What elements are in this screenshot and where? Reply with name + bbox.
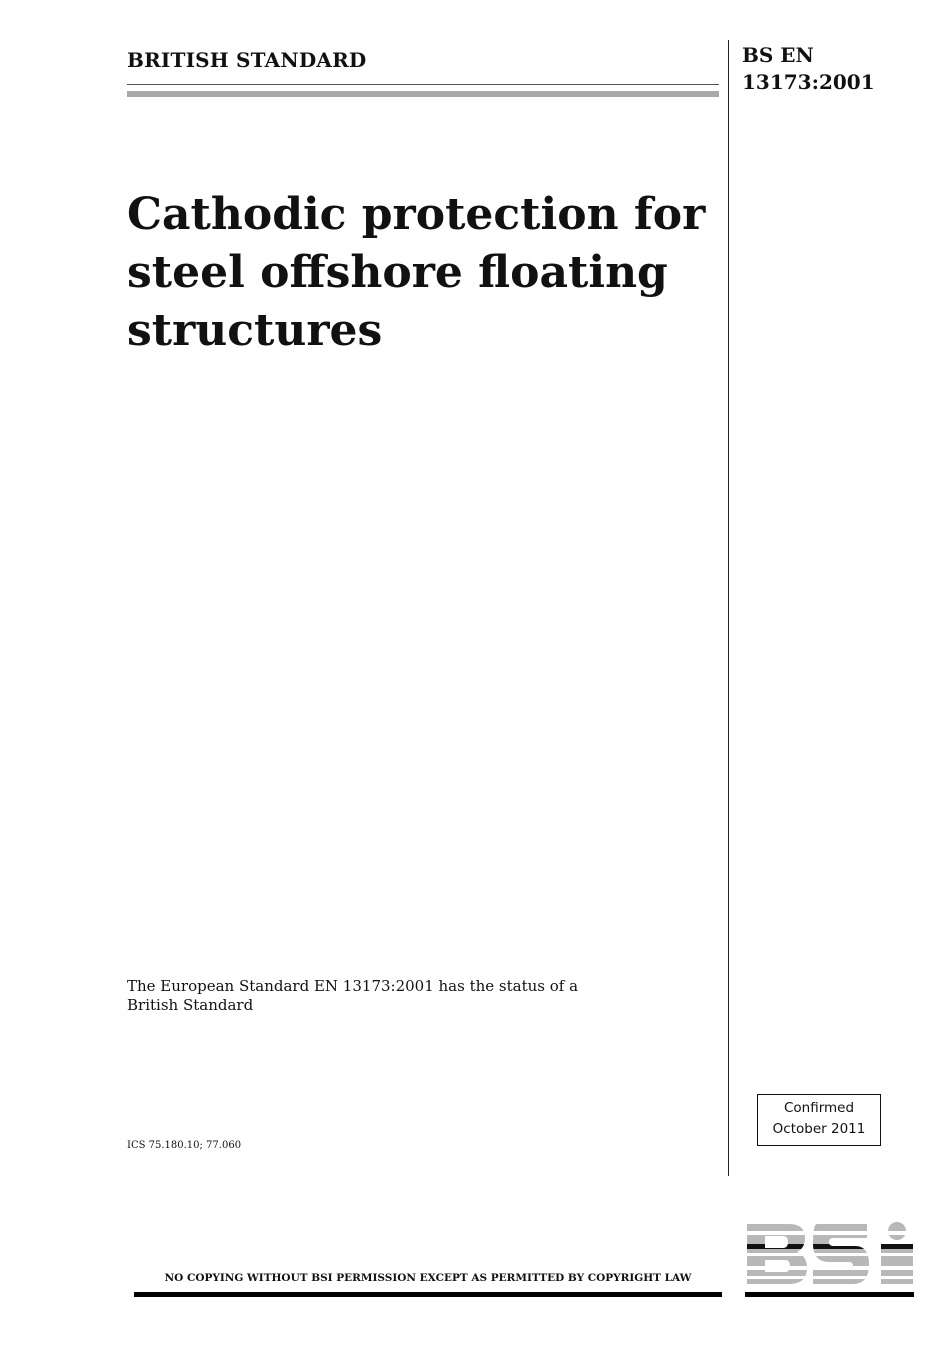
confirmed-stamp — [757, 1094, 881, 1146]
confirmed-label: Confirmed — [783, 1100, 855, 1116]
ics-classification: ICS 75.180.10; 77.060 — [127, 1140, 242, 1151]
footer-divider — [134, 1292, 722, 1297]
document-title-line: structures — [127, 305, 383, 356]
footer-divider-logo — [745, 1292, 914, 1297]
status-statement — [127, 977, 597, 1015]
document-title-line: Cathodic protection for — [127, 189, 706, 240]
standard-number-code: 13173:2001 — [742, 70, 875, 94]
document-title-line: steel offshore floating — [127, 247, 668, 298]
standard-number — [742, 42, 892, 96]
status-statement-line: British Standard — [127, 996, 254, 1014]
copyright-notice: NO COPYING WITHOUT BSI PERMISSION EXCEPT AS PERMITTED BY COPYRIGHT LAW — [164, 1272, 692, 1284]
header-divider-thick — [127, 91, 719, 97]
column-divider — [728, 40, 729, 1176]
document-title — [127, 186, 727, 360]
standard-number-prefix: BS EN — [742, 43, 814, 67]
header-divider-thin — [127, 84, 719, 85]
bsi-logo — [745, 1222, 915, 1286]
document-type-label: BRITISH STANDARD — [127, 48, 367, 72]
confirmed-date: October 2011 — [772, 1121, 866, 1137]
status-statement-line: The European Standard EN 13173:2001 has the status of a — [127, 977, 579, 995]
